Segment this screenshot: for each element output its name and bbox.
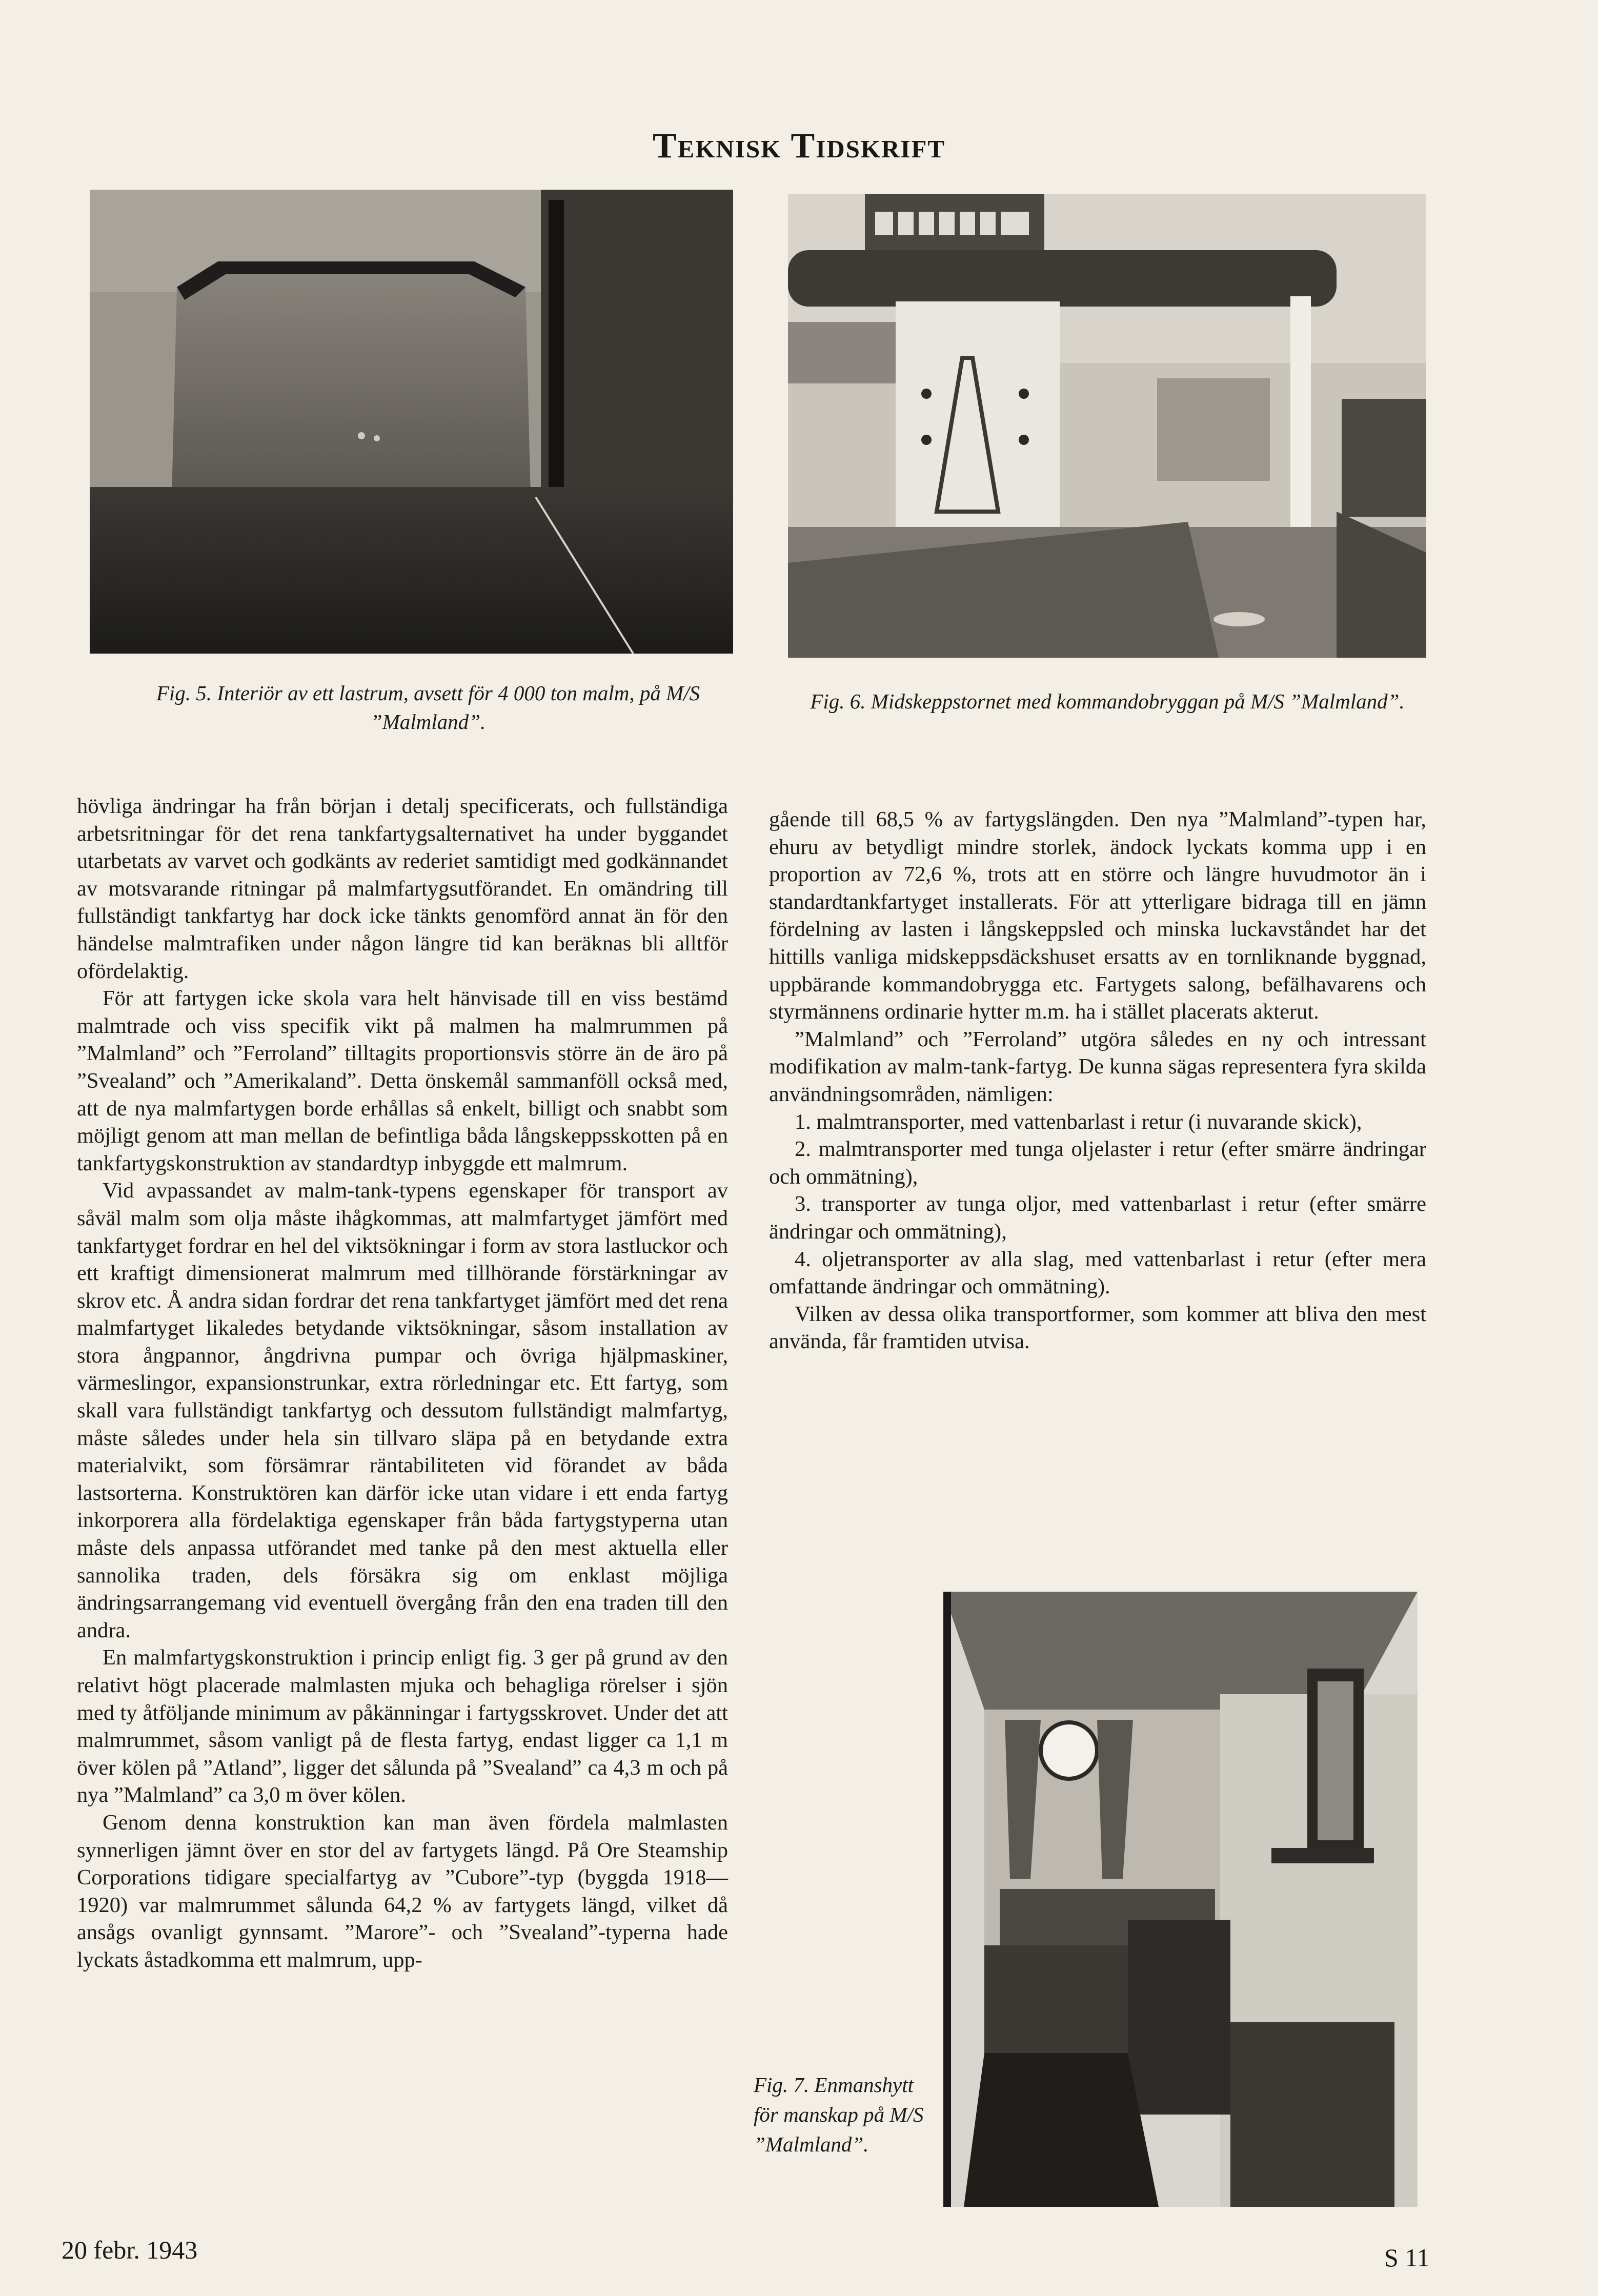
list-item: 1. malmtransporter, med vattenbarlast i retur (i nuvarande skick), bbox=[795, 1109, 1362, 1134]
figure-5-caption: Fig. 5. Interiör av ett lastrum, avsett för 4 000 ton malm, på M/S ”Malmland”. bbox=[156, 681, 700, 734]
body-column-left bbox=[77, 793, 728, 1974]
paragraph: hövliga ändringar ha från början i detalj specificerats, och fullständiga arbetsritningar för det rena tankfartygsalternativet ha under byggandet utarbetats av varvet och godkänts av rederiet samtidigt med godkännandet av motsvarande ritningar på malmfartygsutförandet. En omändring till fullständigt tankfartyg har dock icke tänkts genomförd annat än för den händelse malmtrafiken under någon längre tid kan beräknas bli alltför ofördelaktig. bbox=[77, 794, 728, 983]
figure-7-caption: Fig. 7. Enmanshytt för manskap på M/S ”Malmland”. bbox=[754, 2073, 924, 2156]
body-column-right bbox=[769, 806, 1426, 1355]
figure-6-photo bbox=[788, 194, 1426, 658]
paragraph: För att fartygen icke skola vara helt hänvisade till en viss bestämd malmtrade och viss specifik vikt på malmen ha malmrummen på ”Malmland” och ”Ferroland” tilltagits proportionsvis större än de äro på ”Svealand” och ”Amerikaland”. Detta önskemål sammanföll också med, att de nya malmfartygen borde erhållas så enkelt, billigt och snabbt som möjligt genom att man mellan de befintliga båda långskeppsskotten på en tankfartygskonstruktion av standardtyp inbyggde ett malmrum. bbox=[77, 986, 728, 1175]
list-item: 4. oljetransporter av alla slag, med vattenbarlast i retur (efter mera omfattande ändringar och ommätning). bbox=[769, 1247, 1426, 1299]
paragraph: Vid avpassandet av malm-tank-typens egenskaper för transport av såväl malm som olja måste ihågkommas, att malmfartyget jämfört med tankfartyget fordrar en hel del viktsökningar i form av stora lastluckor och ett kraftigt dimensionerat malmrum med tillhörande förstärkningar av skrov etc. Å andra sidan fordrar det rena tankfartyget jämfört med det rena malmfartyget likaledes betydande viktsökningar, såsom installation av stora ångpannor, ångdrivna pumpar och övriga hjälpmaskiner, värmeslingor, expansionstrunkar, extra rörledningar etc. Ett fartyg, som skall vara fullständigt tankfartyg och dessutom fullständigt malmfartyg, måste således under hela sin tillvaro släpa på en betydande extra materialvikt, som försämrar räntabiliteten vid förandet av båda lastsorterna. Konstruktören kan därför icke utan vidare i ett enda fartyg inkorporera alla fördelaktiga egenskaper från båda fartygstyperna utan måste dels anpassa utförandet med tanke på den mest aktuella eller sannolika traden, dels försäkra sig om enklast möjliga ändringsarrangemang vid eventuell övergång från den ena traden till den andra. bbox=[77, 1179, 728, 1642]
journal-masthead: Teknisk Tidskrift bbox=[652, 126, 946, 166]
figure-7-photo bbox=[943, 1592, 1418, 2207]
paragraph: Genom denna konstruktion kan man även fördela malmlasten synnerligen jämnt över en stor del av fartygets längd. På Ore Steamship Corporations tidigare specialfartyg av ”Cubore”-typ (byggda 1918—1920) var malmrummet sålunda 64,2 % av fartygets längd, vilket då ansågs ovanligt gynnsamt. ”Marore”- och ”Svealand”-typerna hade lyckats åstadkomma ett malmrum, upp- bbox=[77, 1810, 728, 1972]
paragraph: ”Malmland” och ”Ferroland” utgöra således en ny och intressant modifikation av malm-tank-fartyg. De kunna sägas representera fyra skilda användningsområden, nämligen: bbox=[769, 1027, 1426, 1106]
paragraph: Vilken av dessa olika transportformer, som kommer att bliva den mest använda, får framtiden utvisa. bbox=[769, 1302, 1426, 1354]
figure-5-photo bbox=[90, 190, 733, 654]
paragraph: gående till 68,5 % av fartygslängden. Den nya ”Malmland”-typen har, ehuru av betydligt mindre storlek, ändock lyckats komma upp i en proportion av 72,6 %, trots att en större och längre huvudmotor än i standardtankfartyget installerats. För att ytterligare bidraga till en jämn fördelning av lasten i långskeppsled och minska luckavståndet har det hittills vanliga midskeppsdäckshuset ersatts av en tornliknande byggnad, uppbärande kommandobrygga etc. Fartygets salong, befälhavarens och styrmännens ordinarie hytter m.m. ha i stället placerats akterut. bbox=[769, 807, 1426, 1024]
list-item: 3. transporter av tunga oljor, med vattenbarlast i retur (efter smärre ändringar och ommätning), bbox=[769, 1192, 1426, 1244]
paragraph: En malmfartygskonstruktion i princip enligt fig. 3 ger på grund av den relativt högt placerade malmlasten mjuka och behagliga rörelser i sjön med ty åtföljande minimum av påkänningar i fartygsskrovet. Under det att malmrummet, såsom vanligt på de flesta fartyg, endast ligger ca 1,1 m över kölen på ”Atland”, ligger det sålunda på ”Svealand” ca 4,3 m och på nya ”Malmland” ca 3,0 m över kölen. bbox=[77, 1645, 728, 1807]
list-item: 2. malmtransporter med tunga oljelaster i retur (efter smärre ändringar och ommätning), bbox=[769, 1137, 1426, 1189]
issue-date: 20 febr. 1943 bbox=[62, 2236, 198, 2264]
page-number: S 11 bbox=[1384, 2243, 1430, 2272]
figure-6-caption: Fig. 6. Midskeppstornet med kommandobryggan på M/S ”Malmland”. bbox=[810, 689, 1405, 713]
